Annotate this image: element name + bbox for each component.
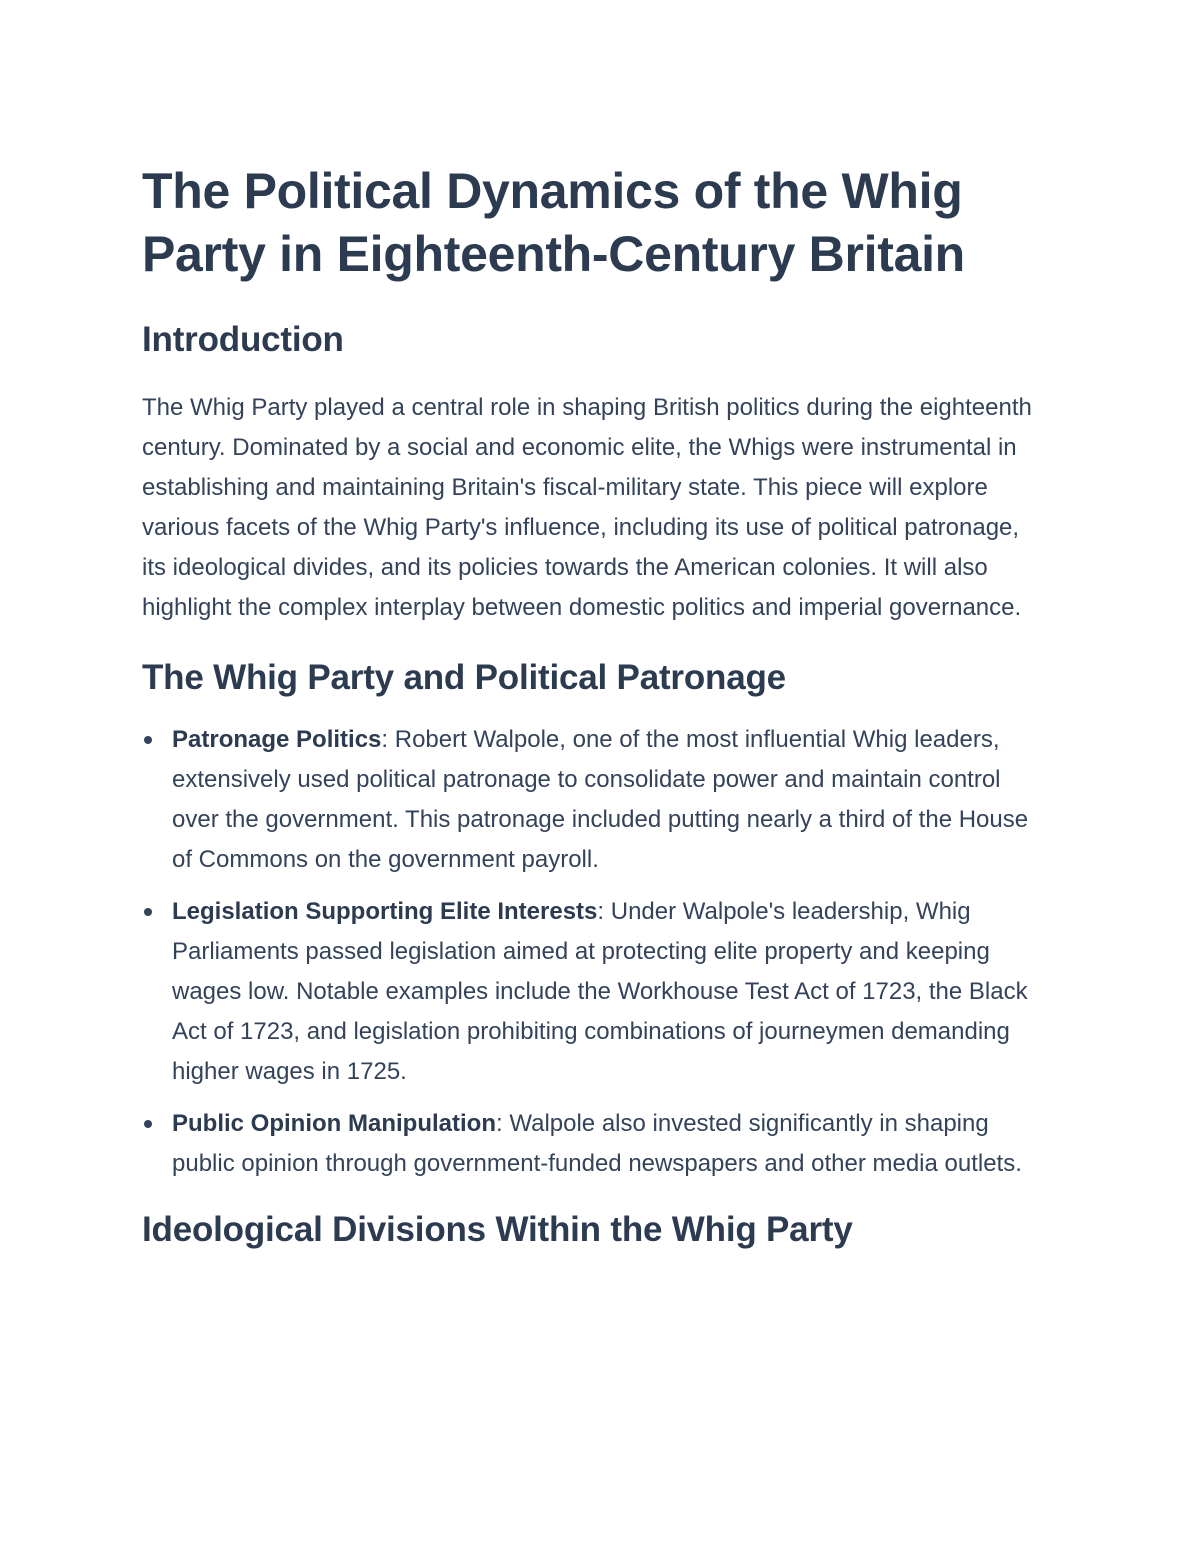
bullet-icon: [144, 736, 152, 744]
patronage-heading: The Whig Party and Political Patronage: [142, 658, 786, 697]
list-item-term: Legislation Supporting Elite Interests: [172, 898, 598, 925]
list-item: Patronage Politics: Robert Walpole, one of the most influential Whig leaders, extensively used political patronage to consolidate power and maintain control over the government. This patronage included putting nearly a third of the House of Commons on the government payroll.: [142, 720, 1042, 880]
list-item: Legislation Supporting Elite Interests: Under Walpole's leadership, Whig Parliaments passed legislation aimed at protecting elite property and keeping wages low. Notable examples include the Workhouse Test Act of 1723, the Black Act of 1723, and legislation prohibiting combinations of journeymen demanding higher wages in 1725.: [142, 892, 1042, 1092]
document-title: The Political Dynamics of the Whig Party in Eighteenth-Century Britain: [142, 163, 965, 282]
bullet-icon: [144, 1120, 152, 1128]
ideology-heading: Ideological Divisions Within the Whig Party: [142, 1210, 853, 1249]
list-item-text: Walpole also invested significantly in shaping public opinion through government-funded newspapers and other media outlets.: [172, 1110, 1022, 1177]
patronage-list: [142, 720, 1042, 1184]
list-item: Public Opinion Manipulation: Walpole also invested significantly in shaping public opinion through government-funded newspapers and other media outlets.: [142, 1104, 1042, 1184]
list-item-term: Public Opinion Manipulation: [172, 1110, 496, 1137]
list-item-term: Patronage Politics: [172, 726, 382, 753]
list-item-text: Robert Walpole, one of the most influential Whig leaders, extensively used political patronage to consolidate power and maintain control over the government. This patronage included putting nearly a third of the House of Commons on the government payroll.: [172, 726, 1029, 873]
bullet-icon: [144, 908, 152, 916]
introduction-heading: Introduction: [142, 320, 344, 359]
list-item-text: Under Walpole's leadership, Whig Parliaments passed legislation aimed at protecting elite property and keeping wages low. Notable examples include the Workhouse Test Act of 1723, the Black Act of 1723, and legislation prohibiting combinations of journeymen demanding higher wages in 1725.: [172, 898, 1028, 1085]
document-page: [142, 160, 1042, 1252]
introduction-paragraph: The Whig Party played a central role in shaping British politics during the eighteenth century. Dominated by a social and economic elite, the Whigs were instrumental in establishing and maintaining Britain's fiscal-military state. This piece will explore various facets of the Whig Party's influence, including its use of political patronage, its ideological divides, and its policies towards the American colonies. It will also highlight the complex interplay between domestic politics and imperial governance.: [142, 394, 1032, 621]
